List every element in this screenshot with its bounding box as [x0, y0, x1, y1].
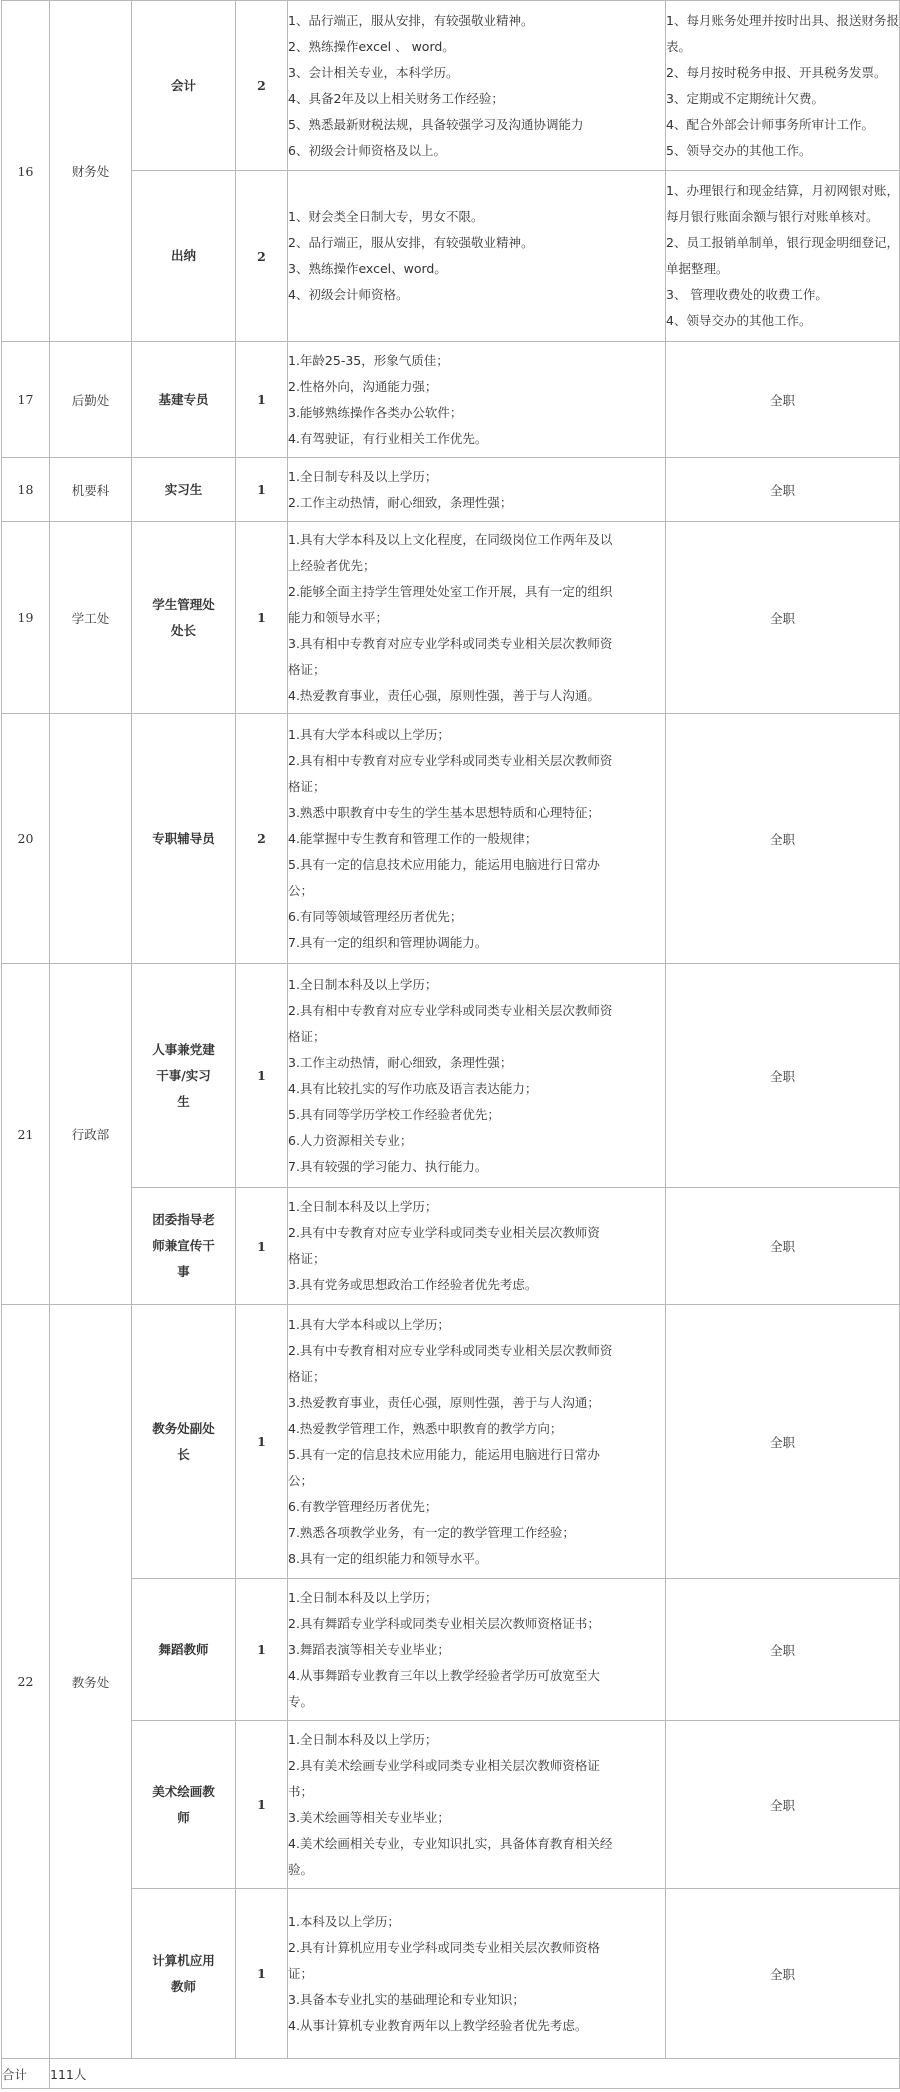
table-row — [2, 1, 900, 171]
requirement-line: 2.具有计算机应用专业学科或同类专业相关层次教师资格 — [288, 1939, 600, 1955]
requirement-line: 专。 — [288, 1693, 314, 1709]
requirement-line: 格证； — [288, 778, 326, 794]
duties-cell — [666, 171, 900, 342]
department — [50, 714, 132, 964]
requirement-line: 3.热爱教育事业，责任心强，原则性强，善于与人沟通； — [288, 1394, 600, 1410]
table-row — [2, 714, 900, 964]
requirement-line: 1.本科及以上学历； — [288, 1913, 400, 1929]
requirement-line: 5.具有一定的信息技术应用能力，能运用电脑进行日常办 — [288, 1446, 600, 1462]
requirement-line: 4.热爱教学管理工作，熟悉中职教育的教学方向； — [288, 1420, 563, 1436]
requirement-line: 验。 — [288, 1861, 314, 1877]
duty-type: 全职 — [666, 1889, 900, 2059]
requirement-line: 7.具有一定的组织和管理协调能力。 — [288, 934, 488, 950]
department: 财务处 — [50, 1, 132, 342]
requirements-cell — [288, 1721, 666, 1889]
requirement-line: 2.性格外向，沟通能力强； — [288, 378, 438, 394]
requirement-line: 5.具有一定的信息技术应用能力，能运用电脑进行日常办 — [288, 856, 600, 872]
position-title-line: 事 — [177, 1264, 190, 1279]
requirement-line: 4、初级会计师资格。 — [288, 287, 409, 302]
position-title: 会计 — [132, 1, 236, 171]
row-number: 19 — [2, 522, 50, 714]
requirement-line: 6、初级会计师资格及以上。 — [288, 142, 446, 158]
requirement-line: 3.具备本专业扎实的基础理论和专业知识； — [288, 1991, 525, 2007]
duty-line: 1、办理银行和现金结算，月初网银对账， — [666, 183, 899, 198]
requirements-cell — [288, 964, 666, 1188]
requirement-line: 2.具有中专教育相对应专业学科或同类专业相关层次教师资 — [288, 1342, 613, 1358]
requirement-line: 格证； — [288, 1251, 326, 1266]
position-title: 出纳 — [132, 171, 236, 342]
duty-line: 3、定期或不定期统计欠费。 — [666, 90, 824, 106]
requirement-line: 3、熟练操作excel、word。 — [288, 261, 447, 276]
duty-line: 4、领导交办的其他工作。 — [666, 313, 812, 328]
position-title-line: 师兼宣传干 — [152, 1238, 215, 1253]
position-title: 专职辅导员 — [132, 714, 236, 964]
requirement-line: 能力和领导水平； — [288, 609, 389, 625]
requirement-line: 7.熟悉各项教学业务，有一定的教学管理工作经验； — [288, 1524, 575, 1540]
duty-type: 全职 — [666, 1305, 900, 1579]
requirement-line: 5.具有同等学历学校工作经验者优先； — [288, 1106, 500, 1122]
department: 行政部 — [50, 964, 132, 1305]
position-title-line: 师 — [177, 1809, 190, 1825]
position-title-line: 舞蹈教师 — [158, 1641, 209, 1657]
table-row — [2, 171, 900, 342]
requirement-line: 4.从事计算机专业教育两年以上教学经验者优先考虑。 — [288, 2017, 588, 2033]
requirement-line: 1.全日制本科及以上学历； — [288, 1589, 438, 1605]
duty-type: 全职 — [666, 964, 900, 1188]
requirement-line: 6.人力资源相关专业； — [288, 1132, 413, 1148]
table-row — [2, 1579, 900, 1721]
requirement-line: 2.具有相中专教育对应专业学科或同类专业相关层次教师资 — [288, 752, 613, 768]
requirement-line: 3.美术绘画等相关专业毕业； — [288, 1809, 450, 1825]
department: 机要科 — [50, 458, 132, 522]
position-title — [132, 1721, 236, 1889]
requirement-line: 4.能掌握中专生教育和管理工作的一般规律； — [288, 830, 538, 846]
requirement-line: 4.有驾驶证，有行业相关工作优先。 — [288, 430, 488, 446]
total-row — [2, 2059, 900, 2089]
position-title-line: 教务处副处 — [152, 1420, 215, 1436]
table-row — [2, 1305, 900, 1579]
position-title-line: 人事兼党建 — [152, 1041, 215, 1057]
position-title — [132, 1188, 236, 1305]
row-number: 18 — [2, 458, 50, 522]
requirement-line: 2、品行端正，服从安排，有较强敬业精神。 — [288, 235, 534, 250]
position-title: 实习生 — [132, 458, 236, 522]
requirement-line: 公； — [288, 1472, 314, 1488]
requirement-line: 5、熟悉最新财税法规，具备较强学习及沟通协调能力 — [288, 116, 584, 132]
duty-line: 单据整理。 — [666, 261, 729, 276]
duty-line: 4、配合外部会计师事务所审计工作。 — [666, 116, 874, 132]
requirement-line: 1.具有大学本科及以上文化程度，在同级岗位工作两年及以 — [288, 531, 613, 547]
duties-cell — [666, 1, 900, 171]
department: 后勤处 — [50, 342, 132, 458]
recruitment-table — [1, 0, 900, 2089]
requirement-line: 1.全日制本科及以上学历； — [288, 1199, 438, 1214]
requirement-line: 3.熟悉中职教育中专生的学生基本思想特质和心理特征； — [288, 804, 600, 820]
headcount: 1 — [236, 342, 288, 458]
position-title: 基建专员 — [132, 342, 236, 458]
position-title — [132, 1889, 236, 2059]
requirement-line: 1.全日制本科及以上学历； — [288, 976, 438, 992]
duty-line: 1、每月账务处理并按时出具、报送财务报 — [666, 12, 899, 28]
duty-line: 3、 管理收费处的收费工作。 — [666, 287, 828, 302]
duty-line: 2、员工报销单制单，银行现金明细登记， — [666, 235, 899, 250]
requirement-line: 3.具有党务或思想政治工作经验者优先考虑。 — [288, 1277, 538, 1292]
position-title-line: 学生管理处 — [152, 596, 215, 612]
position-title-line: 团委指导老 — [152, 1212, 215, 1227]
requirement-line: 3.舞蹈表演等相关专业毕业； — [288, 1641, 450, 1657]
requirement-line: 上经验者优先； — [288, 557, 376, 573]
requirement-line: 3.具有相中专教育对应专业学科或同类专业相关层次教师资 — [288, 635, 613, 651]
requirement-line: 1.具有大学本科或以上学历； — [288, 1316, 450, 1332]
headcount: 1 — [236, 1188, 288, 1305]
position-title-line: 长 — [177, 1446, 190, 1462]
department: 学工处 — [50, 522, 132, 714]
headcount: 1 — [236, 1305, 288, 1579]
table-row — [2, 1721, 900, 1889]
headcount: 1 — [236, 1889, 288, 2059]
requirement-line: 2.具有相中专教育对应专业学科或同类专业相关层次教师资 — [288, 1002, 613, 1018]
requirement-line: 2、熟练操作excel 、 word。 — [288, 38, 455, 54]
row-number: 22 — [2, 1305, 50, 2059]
requirement-line: 8.具有一定的组织能力和领导水平。 — [288, 1550, 488, 1566]
headcount: 2 — [236, 171, 288, 342]
requirement-line: 3.能够熟练操作各类办公软件； — [288, 404, 463, 420]
requirement-line: 6.有教学管理经历者优先； — [288, 1498, 438, 1514]
requirement-line: 7.具有较强的学习能力、执行能力。 — [288, 1158, 488, 1174]
position-title-line: 处长 — [170, 622, 196, 638]
table-row — [2, 342, 900, 458]
headcount: 2 — [236, 1, 288, 171]
duty-type: 全职 — [666, 458, 900, 522]
requirements-cell — [288, 342, 666, 458]
requirement-line: 1.全日制专科及以上学历； — [288, 468, 438, 484]
position-title-line: 干事/实习 — [156, 1067, 211, 1083]
headcount: 1 — [236, 522, 288, 714]
row-number: 21 — [2, 964, 50, 1305]
position-title — [132, 1579, 236, 1721]
requirements-cell — [288, 1579, 666, 1721]
table-row — [2, 1889, 900, 2059]
requirement-line: 格证； — [288, 661, 326, 677]
position-title-line: 教师 — [170, 1978, 196, 1994]
requirement-line: 3.工作主动热情，耐心细致，条理性强； — [288, 1054, 513, 1070]
requirement-line: 1.具有大学本科或以上学历； — [288, 726, 450, 742]
requirement-line: 4.热爱教育事业，责任心强，原则性强，善于与人沟通。 — [288, 687, 600, 703]
requirement-line: 1.全日制本科及以上学历； — [288, 1731, 438, 1747]
requirements-cell — [288, 458, 666, 522]
requirements-cell — [288, 1, 666, 171]
row-number: 20 — [2, 714, 50, 964]
headcount: 1 — [236, 964, 288, 1188]
position-title — [132, 1305, 236, 1579]
table-row — [2, 964, 900, 1188]
department: 教务处 — [50, 1305, 132, 2059]
total-label: 合计 — [2, 2059, 50, 2089]
requirement-line: 2.具有中专教育对应专业学科或同类专业相关层次教师资 — [288, 1225, 600, 1240]
position-title — [132, 964, 236, 1188]
position-title-line: 美术绘画教 — [152, 1783, 215, 1799]
requirement-line: 格证； — [288, 1028, 326, 1044]
requirements-cell — [288, 171, 666, 342]
duty-type: 全职 — [666, 1188, 900, 1305]
total-value: 111人 — [50, 2059, 900, 2089]
requirements-cell — [288, 714, 666, 964]
requirement-line: 2.工作主动热情，耐心细致，条理性强； — [288, 494, 513, 510]
requirement-line: 公； — [288, 882, 314, 898]
headcount: 1 — [236, 1721, 288, 1889]
position-title — [132, 522, 236, 714]
headcount: 1 — [236, 458, 288, 522]
requirement-line: 1、财会类全日制大专，男女不限。 — [288, 209, 484, 224]
duty-type: 全职 — [666, 714, 900, 964]
requirements-cell — [288, 1305, 666, 1579]
requirement-line: 6.有同等领域管理经历者优先； — [288, 908, 463, 924]
duty-type: 全职 — [666, 1579, 900, 1721]
requirement-line: 格证； — [288, 1368, 326, 1384]
requirement-line: 书； — [288, 1783, 314, 1799]
requirement-line: 2.具有舞蹈专业学科或同类专业相关层次教师资格证书； — [288, 1615, 600, 1631]
position-title-line: 计算机应用 — [152, 1952, 215, 1968]
requirements-cell — [288, 1188, 666, 1305]
requirements-cell — [288, 522, 666, 714]
requirement-line: 证； — [288, 1965, 314, 1981]
requirement-line: 2.具有美术绘画专业学科或同类专业相关层次教师资格证 — [288, 1757, 600, 1773]
requirement-line: 4、具备2年及以上相关财务工作经验； — [288, 90, 504, 106]
duty-line: 5、领导交办的其他工作。 — [666, 142, 812, 158]
requirement-line: 1、品行端正，服从安排，有较强敬业精神。 — [288, 12, 534, 28]
duty-line: 表。 — [666, 38, 692, 54]
requirement-line: 2.能够全面主持学生管理处处室工作开展，具有一定的组织 — [288, 583, 613, 599]
headcount: 2 — [236, 714, 288, 964]
position-title-line: 生 — [177, 1093, 190, 1109]
table-row — [2, 1188, 900, 1305]
duty-type: 全职 — [666, 522, 900, 714]
requirement-line: 1.年龄25-35，形象气质佳； — [288, 352, 449, 368]
requirement-line: 3、会计相关专业，本科学历。 — [288, 64, 459, 80]
requirement-line: 4.从事舞蹈专业教育三年以上教学经验者学历可放宽至大 — [288, 1667, 600, 1683]
table-row — [2, 458, 900, 522]
duty-type: 全职 — [666, 342, 900, 458]
duty-line: 每月银行账面余额与银行对账单核对。 — [666, 209, 879, 224]
duty-type: 全职 — [666, 1721, 900, 1889]
row-number: 17 — [2, 342, 50, 458]
duty-line: 2、每月按时税务申报、开具税务发票。 — [666, 64, 887, 80]
headcount: 1 — [236, 1579, 288, 1721]
requirement-line: 4.美术绘画相关专业，专业知识扎实，具备体育教育相关经 — [288, 1835, 613, 1851]
row-number: 16 — [2, 1, 50, 342]
table-row — [2, 522, 900, 714]
requirements-cell — [288, 1889, 666, 2059]
requirement-line: 4.具有比较扎实的写作功底及语言表达能力； — [288, 1080, 538, 1096]
